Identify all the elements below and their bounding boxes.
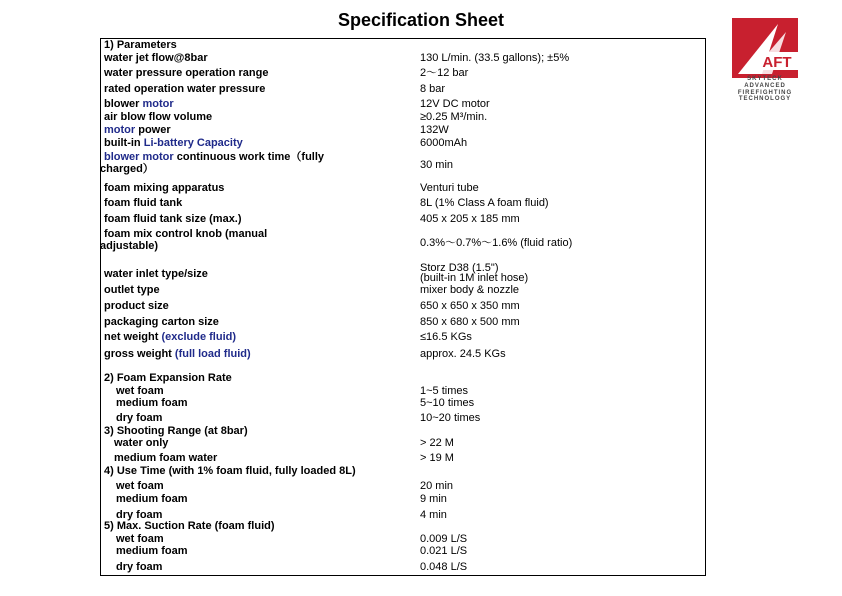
logo-line2: ADVANCED xyxy=(744,83,786,89)
logo-line1: SKYTECK xyxy=(747,76,783,82)
page-title: Specification Sheet xyxy=(337,10,505,30)
logo-brand: AFT xyxy=(762,54,792,71)
logo-line4: TECHNOLOGY xyxy=(738,96,792,102)
logo-line3: FIREFIGHTING xyxy=(737,90,793,96)
